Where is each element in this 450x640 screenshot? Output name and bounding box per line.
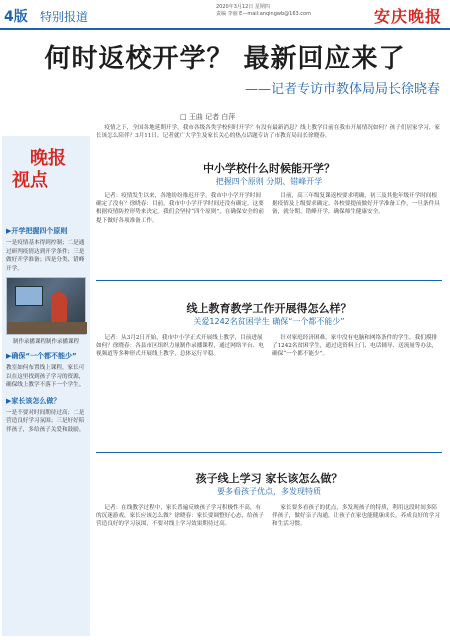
triangle-icon: ▶ xyxy=(6,227,12,235)
section1-column-1: 记者：疫情发生以来，各地纷纷推迟开学，我市中小学开学时间确定了没有？徐晓春：目前，我市中小学开学时间还没有确定。这要根据疫情防控形势来决定。我们会坚持“四个原则”，在确保安全的前提下做好各项准备工作。 xyxy=(96,193,264,224)
sidebar-heading-every-student xyxy=(6,351,90,361)
section2-column-1: 记者：从3月2日开始，我市中小学正式开展线上教学，目前进展如何？徐晓春：各县市区组织力量制作录播课程，通过网络平台、电视频道等多种形式开展线上教学，总体运行平稳。 xyxy=(96,335,264,358)
sidebar-heading-text: 确保“一个都不能少” xyxy=(11,352,77,360)
column-logo-line1: 晚报 xyxy=(30,148,66,169)
photo-caption: 制作录播课程制作录播课程 xyxy=(12,339,79,345)
section3-subtitle: 要多看孩子优点，多发现特质 xyxy=(217,487,321,496)
section3-column-1: 记者：在线教学过程中，家长普遍反映孩子学习积极性不高，有的沉迷游戏，家长应该怎么做？徐晓春：家长要调整好心态，给孩子营造良好的学习氛围，不要对线上学习效果期待过高。 xyxy=(96,505,264,528)
editors-line: 责编 李丽 E—mail:anqingwb@163.com xyxy=(216,11,311,17)
subheadline: ——记者专访市教体局局长徐晓春 xyxy=(244,82,440,97)
sidebar xyxy=(2,136,90,636)
photo-person xyxy=(51,292,67,322)
section2-title: 线上教育教学工作开展得怎么样？ xyxy=(186,302,352,315)
sidebar-heading-principles xyxy=(6,226,90,236)
headline: 何时返校开学？ 最新回应来了 xyxy=(44,44,406,74)
section2-column-2: 针对家庭经济困难、家中没有电脑和网络条件的学生，我们摸排了1242名贫困学生，通过送资料上门、电话辅导、送流量等办法，确保“一个都不能少”。 xyxy=(272,335,438,358)
header-meta xyxy=(216,4,386,18)
page-header xyxy=(0,0,450,30)
sidebar-heading-text: 家长该怎么做？ xyxy=(11,396,61,405)
section1-title: 中小学校什么时候能开学？ xyxy=(203,162,335,175)
photo-screen xyxy=(15,286,43,306)
intro-paragraph: 疫情之下，全国各地延期开学。我市各级各类学校何时开学？有没有最新消息？线上教学目前在我市开展情况如何？孩子们居家学习，家长该怎么陪伴？3月11日，记者就广大学生及家长关心的热点话题专访了市教育局局长徐晓春。 xyxy=(96,125,441,139)
sidebar-paragraph: 一是疫情基本得到控制；二是通过研判疫情达到开学条件；三是做好开学准备；四是分类、错峰开学。 xyxy=(6,240,85,272)
column-logo-line2: 视点 xyxy=(12,170,48,191)
triangle-icon: ▶ xyxy=(6,352,12,360)
section3-title: 孩子线上学习 家长该怎么做？ xyxy=(195,472,343,485)
photo-desk xyxy=(7,322,87,334)
sidebar-paragraph: 教室如何布置线上课程，家长可以在这里找到孩子学习的资源，确保线上教学不落下一个学生。 xyxy=(6,365,85,388)
section-divider xyxy=(96,280,442,281)
section-divider xyxy=(96,452,442,453)
column-logo xyxy=(10,144,82,192)
section3-column-2: 家长要多看孩子的优点，多发现孩子的特质，利用这段时间多陪伴孩子，做好亲子沟通，让孩子在家也能健康成长，养成良好的学习和生活习惯。 xyxy=(272,505,440,528)
page-number: 4版 xyxy=(4,9,28,25)
section-name: 特别报道 xyxy=(40,10,89,24)
brand-logo: 安庆晚报 xyxy=(373,7,442,26)
byline: □ 王曲 记者 白萍 xyxy=(180,113,236,121)
news-photo xyxy=(6,277,86,335)
section1-column-2: 目前，高三年级复课返校要求明确，初三及其他年级开学时间根据疫情及上级要求确定。各校要提前做好开学准备工作，一旦条件具备，就分期、错峰开学，确保师生健康安全。 xyxy=(272,193,440,216)
section1-subtitle: 把握四个原则 分期、错峰开学 xyxy=(215,177,323,186)
date-line: 2020年3月12日 星期四 xyxy=(216,4,270,10)
triangle-icon: ▶ xyxy=(6,396,12,405)
sidebar-paragraph: 一是不要对时间期待过高；二是营造良好学习氛围；三是好好陪伴孩子，多给孩子关爱和鼓励。 xyxy=(6,409,85,433)
sidebar-heading-parents xyxy=(6,396,90,406)
sidebar-heading-text: 开学把握四个原则 xyxy=(11,227,68,235)
section2-subtitle: 关爱1242名贫困学生 确保“一个都不能少” xyxy=(193,317,345,326)
sidebar-body xyxy=(2,220,90,436)
